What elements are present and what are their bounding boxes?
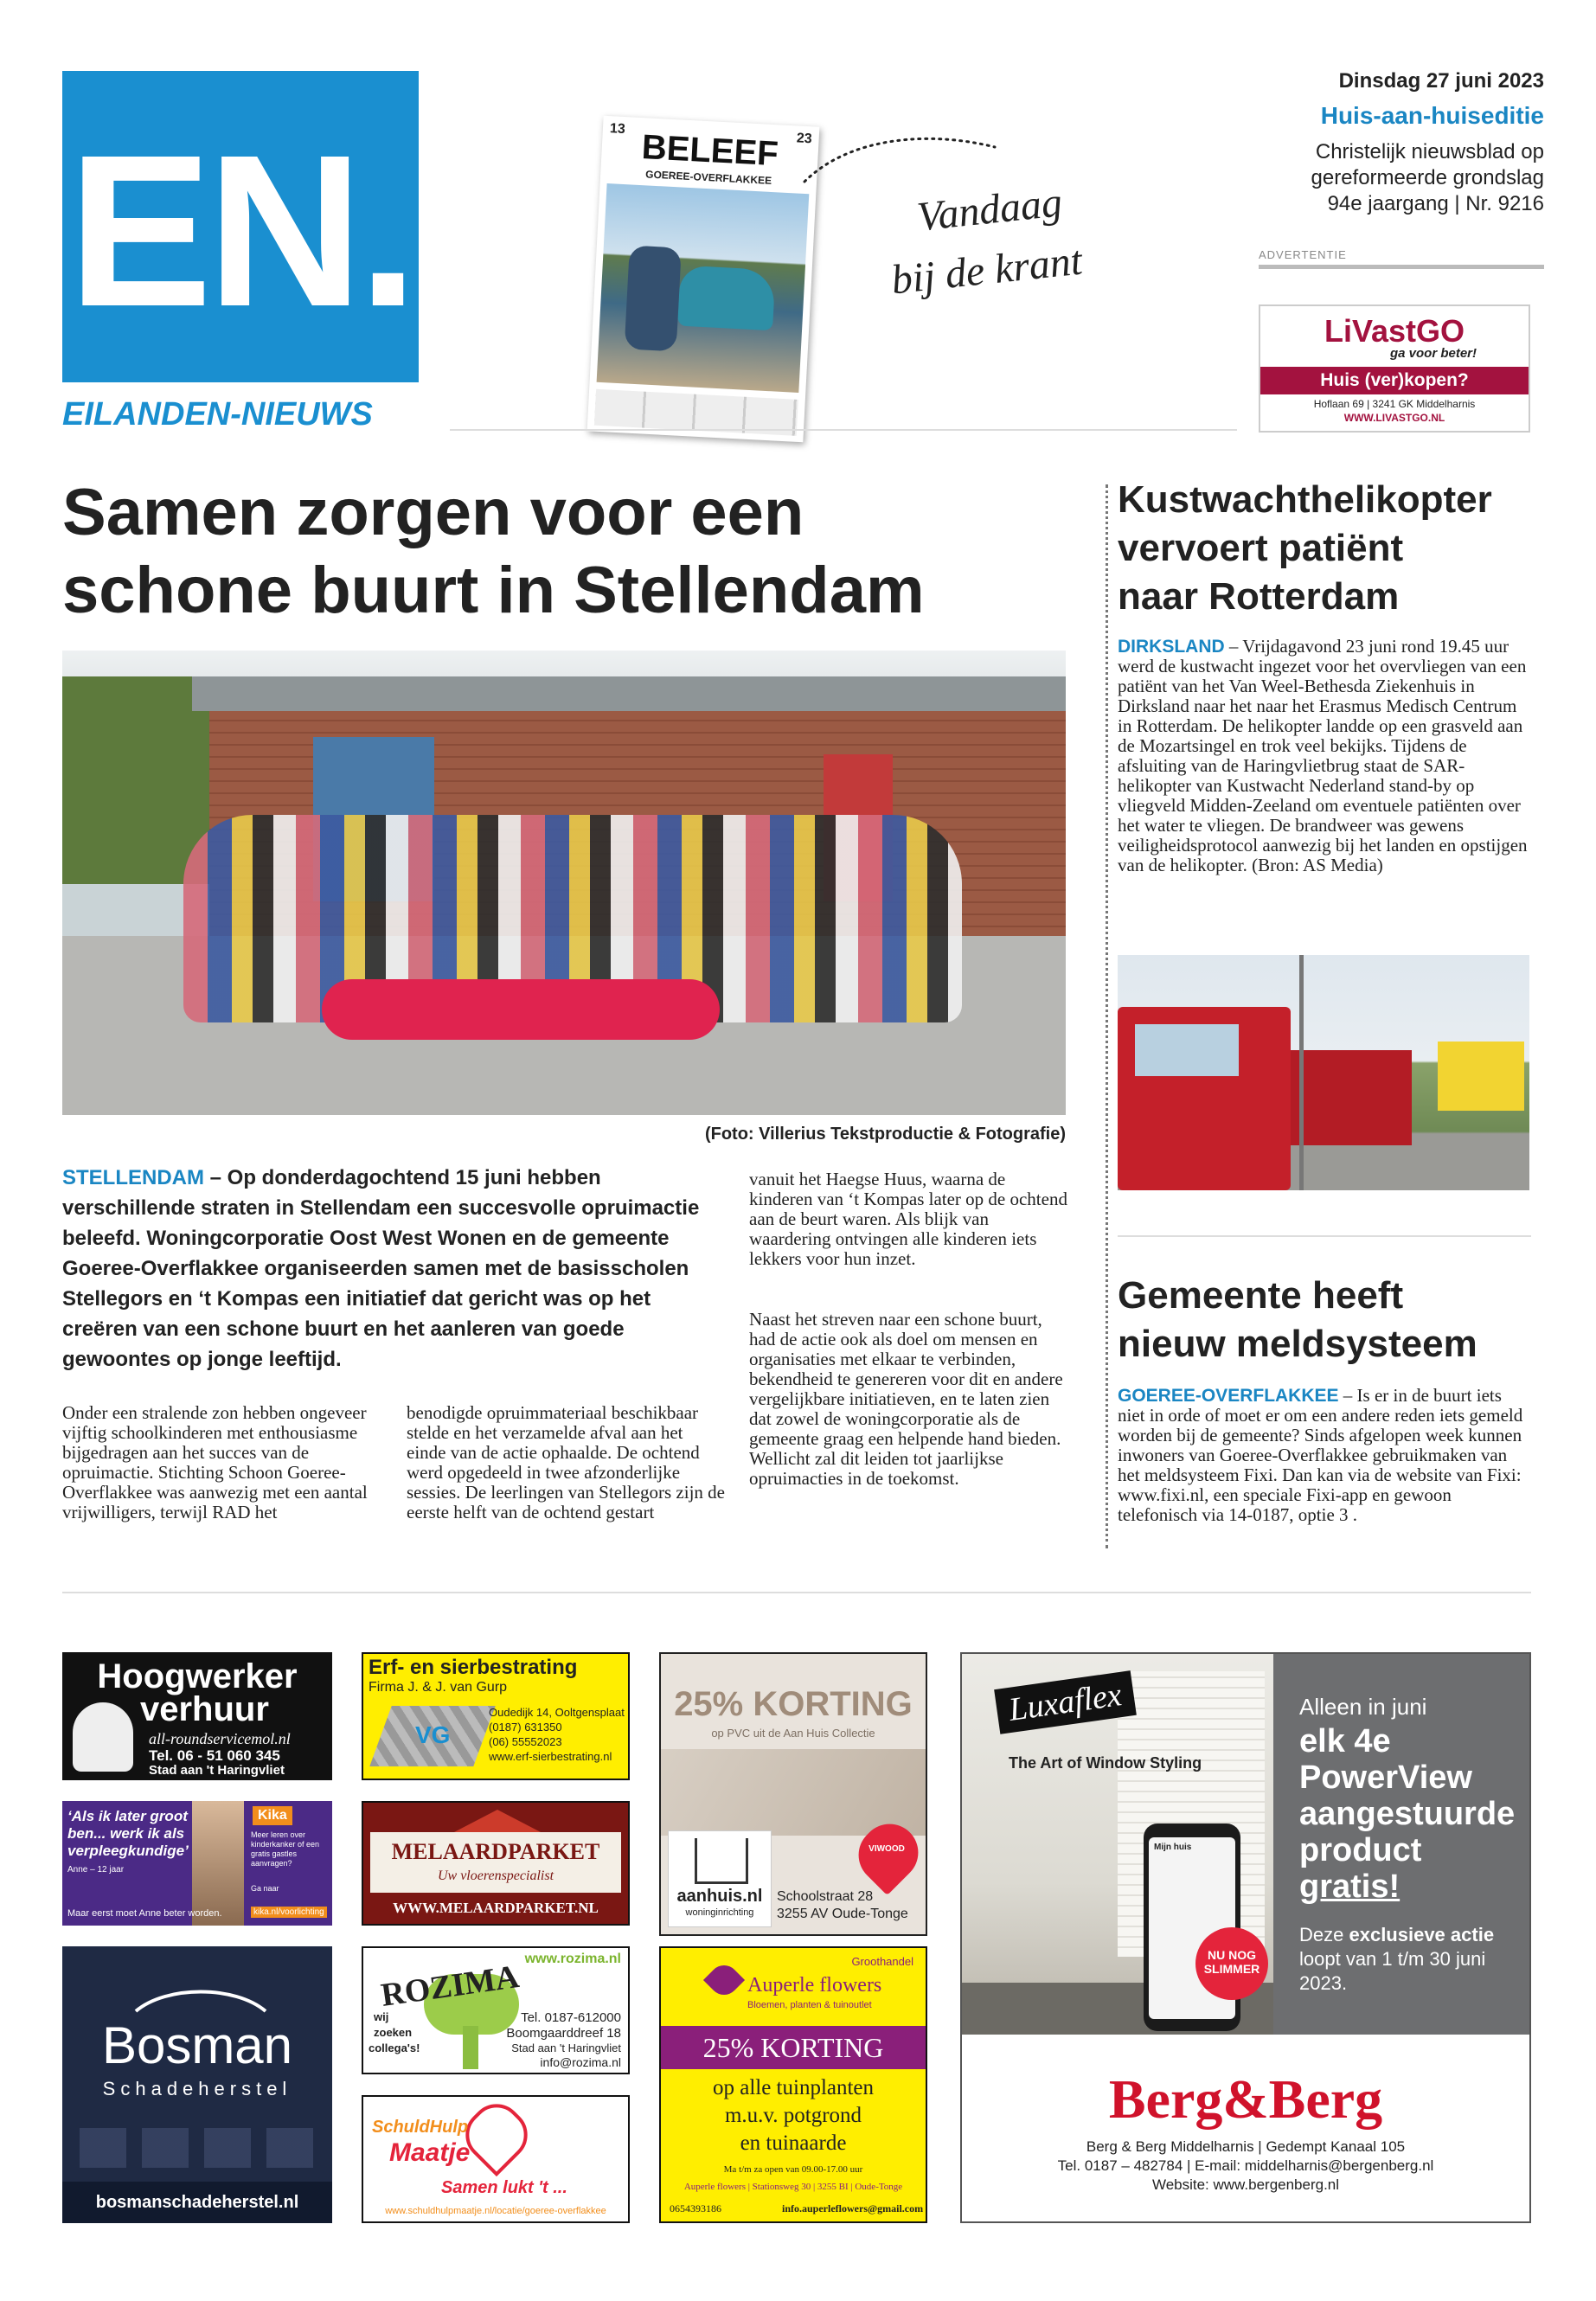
livastgo-ad[interactable] — [1259, 304, 1530, 433]
promo-small-1 — [1299, 1924, 1494, 1946]
meld-body — [1118, 1386, 1531, 1525]
header-rule — [450, 429, 1237, 431]
slimmer-badge-2: SLIMMER — [1203, 1962, 1260, 1976]
kika-photo — [192, 1801, 244, 1926]
insert-subtitle: GOEREE-OVERFLAKKEE — [644, 168, 772, 187]
melaard-slogan: Uw vloerenspecialist — [437, 1868, 554, 1883]
aanhuis-brand-sub: woninginrichting — [685, 1907, 754, 1918]
kika-name: Anne – 12 jaar — [67, 1865, 125, 1875]
auperle-mail: info.auperleflowers@gmail.com — [782, 2202, 924, 2214]
main-col-3a: vanuit het Haegse Huus, waarna de kinderen van ‘t Kompas later op de ochtend aan de beurt waren. Als blijk van waardering ontvingen alle kinderen iets lekkers voor hun inzet. — [749, 1169, 1067, 1269]
rozima-trunk — [463, 2026, 478, 2069]
aanhuis-floor-image — [661, 1749, 926, 1836]
luxaflex-slogan: The Art of Window Styling — [1009, 1754, 1202, 1772]
luxaflex-logo: Luxaflex — [994, 1670, 1137, 1734]
hoogwerker-ad[interactable] — [62, 1652, 332, 1780]
luxaflex-promo-panel — [1273, 1654, 1529, 2035]
rozima-name: ROZIMA — [378, 1958, 522, 2014]
schuldhulp-name-2: Maatje — [389, 2138, 471, 2167]
berg-logo: Berg&Berg — [1108, 2068, 1383, 2130]
promo-line-2: elk 4e — [1299, 1723, 1391, 1759]
publication-name: EILANDEN-NIEUWS — [62, 396, 373, 433]
rozima-zoeken: zoeken — [374, 2026, 413, 2039]
aanhuis-ad[interactable] — [659, 1652, 927, 1936]
issue-date: Dinsdag 27 juni 2023 — [1338, 69, 1544, 93]
main-headline-1: Samen zorgen voor een — [62, 476, 804, 549]
aanhuis-logo — [668, 1830, 772, 1927]
meld-dateline: GOEREE-OVERFLAKKEE — [1118, 1386, 1339, 1406]
heli-text: – Vrijdagavond 23 juni rond 19.45 uur werd de kustwacht ingezet voor het overvliegen van een patiënt van het Van Weel-Bethesda Ziekenhuis in Dirksland naar het naar het Erasmus Medisch Centrum in Rotterdam. De helikopter landde op een grasveld aan de Mozartsingel en trok veel bekijks. Tijdens de afsluiting van de Haringvlietbrug staat de SAR-helikopter van Kustwacht Nederland stand-by op vliegveld Midden-Zeeland om eventuele patiënten over het water te vliegen. De brandweer was gewens veiligheidsprotocol aanwezig bij het landen en opstijgen van de helikopter. (Bron: AS Media) — [1118, 636, 1528, 875]
kika-quote-1: ‘Als ik later groot — [67, 1808, 188, 1824]
heli-headline-1: Kustwachthelikopter — [1118, 478, 1492, 521]
volume-line: 94e jaargang | Nr. 9216 — [1327, 192, 1544, 215]
volume: 94e jaargang — [1327, 192, 1449, 215]
main-headline-2: schone buurt in Stellendam — [62, 554, 925, 627]
meld-headline-2: nieuw meldsysteem — [1118, 1323, 1477, 1365]
rozima-address: Boomgaarddreef 18 — [506, 2026, 621, 2041]
promo-line-5: product — [1299, 1832, 1422, 1868]
phone-title: Mijn huis — [1154, 1843, 1192, 1852]
rozima-ad[interactable] — [362, 1946, 630, 2074]
insert-year: 23 — [796, 131, 813, 147]
aanhuis-brand: aanhuis.nl — [676, 1887, 763, 1906]
promo-small-1b: exclusieve actie — [1349, 1924, 1495, 1945]
meld-headline-1: Gemeente heeft — [1118, 1274, 1404, 1317]
auperle-phone: 0654393186 — [670, 2202, 721, 2214]
insert-photo — [597, 183, 810, 393]
ad-rule — [1259, 265, 1544, 269]
aanhuis-address-1: Schoolstraat 28 — [777, 1889, 874, 1904]
schuldhulp-slogan: Samen lukt 't ... — [441, 2178, 567, 2197]
logo-text: EN. — [67, 110, 413, 351]
photo-caption: (Foto: Villerius Tekstproductie & Fotografie) — [704, 1125, 1066, 1144]
erf-address: Oudedijk 14, Ooltgensplaat — [489, 1706, 625, 1719]
bosman-url: bosmanschadeherstel.nl — [62, 2182, 332, 2223]
promo-line-1: Alleen in juni — [1299, 1694, 1427, 1720]
today-label: Vandaag — [914, 179, 1065, 240]
column-divider — [1106, 484, 1108, 1548]
aanhuis-deal-sub: op PVC uit de Aan Huis Collectie — [711, 1727, 875, 1740]
tagline-2: gereformeerde grondslag — [1311, 166, 1544, 189]
erf-title: Erf- en sierbestrating — [369, 1656, 578, 1679]
promo-small-1a: Deze — [1299, 1924, 1344, 1945]
schuldhulp-name-1: SchuldHulp — [372, 2118, 469, 2137]
berg-address: Berg & Berg Middelharnis | Gedempt Kanaal 105 — [1086, 2138, 1406, 2155]
kika-go: Ga naar — [251, 1884, 279, 1893]
tagline-1: Christelijk nieuwsblad op — [1315, 140, 1544, 163]
today-label-2: bij de krant — [888, 237, 1085, 304]
schuldhulp-ad[interactable] — [362, 2095, 630, 2223]
rozima-tel: Tel. 0187-612000 — [521, 2010, 621, 2025]
aanhuis-address-2: 3255 AV Oude-Tonge — [777, 1907, 908, 1921]
rozima-place: Stad aan 't Haringvliet — [511, 2041, 621, 2054]
hoogwerker-tel: Tel. 06 - 51 060 345 — [149, 1747, 280, 1764]
erf-url: www.erf-sierbestrating.nl — [489, 1750, 612, 1763]
heli-photo — [1118, 955, 1529, 1190]
erf-firm: Firma J. & J. van Gurp — [369, 1680, 508, 1695]
auperle-ad[interactable] — [659, 1946, 927, 2223]
aanhuis-deal: 25% KORTING — [674, 1685, 913, 1723]
promo-line-3: PowerView — [1299, 1759, 1472, 1796]
heli-rule — [1118, 1235, 1531, 1237]
rozima-url: www.rozima.nl — [524, 1952, 621, 1966]
hoogwerker-url: all-roundservicemol.nl — [149, 1730, 291, 1747]
car-roof-icon — [131, 1981, 270, 2016]
logo-block[interactable] — [62, 71, 419, 382]
auperle-text-3: en tuinaarde — [740, 2131, 847, 2155]
rozima-collegas: collega's! — [369, 2041, 420, 2054]
main-lead-text: – Op donderdagochtend 15 juni hebben verschillende straten in Stellendam een succesvolle opruimactie beleefd. Woningcorporatie Oost West Wonen en de gemeente Goeree-Overflakkee organiseerden samen met de basisscholen Stellegors en ‘t Kompas een initiatief dat gericht was op het creëren van een schone buurt en het aanleren van goede gewoontes op jonge leeftijd. — [62, 1166, 700, 1371]
viwood-badge: VIWOOD — [869, 1844, 905, 1854]
schuldhulp-url: www.schuldhulpmaatje.nl/locatie/goeree-overflakkee — [385, 2206, 606, 2216]
ad-label: ADVERTENTIE — [1259, 248, 1347, 261]
flower-icon — [703, 1959, 745, 2001]
kika-ad[interactable] — [62, 1801, 332, 1926]
slimmer-badge-1: NU NOG — [1208, 1948, 1256, 1962]
hoogwerker-title-2: verhuur — [140, 1690, 269, 1728]
berg-website: Website: www.bergenberg.nl — [1151, 2176, 1340, 2193]
melaard-roof-icon — [454, 1810, 541, 1832]
kika-info: Meer leren over kinderkanker of een gratis gastles aanvragen? — [251, 1830, 320, 1868]
livastgo-cta: Huis (ver)kopen? — [1260, 367, 1529, 394]
erf-tel-2: (06) 55552023 — [489, 1735, 562, 1748]
auperle-top: Groothandel — [851, 1955, 913, 1968]
main-col-1: Onder een stralende zon hebben ongeveer vijftig schoolkinderen met enthousiasme bijgedragen aan het succes van de opruimactie. Stichting Schoon Goeree-Overflakkee was aanwezig met een aantal vrijwilligers, terwijl RAD het — [62, 1402, 368, 1522]
auperle-text-2: m.u.v. potgrond — [724, 2104, 862, 2127]
melaard-ad[interactable] — [362, 1801, 630, 1926]
luxaflex-ad[interactable] — [960, 1652, 1531, 2223]
rozima-wij: wij — [374, 2010, 389, 2023]
promo-line-4: aangestuurde — [1299, 1796, 1516, 1832]
slimmer-badge — [1195, 1927, 1268, 2000]
insert-number: 13 — [609, 121, 626, 138]
melaard-url: WWW.MELAARDPARKET.NL — [393, 1900, 599, 1916]
heli-body — [1118, 637, 1531, 875]
main-col-2: benodigde opruimmateriaal beschikbaar stelde en het verzamelde afval aan het einde van de actie ophaalde. De ochtend werd opgedeeld in twee afzonderlijke sessies. De leerlingen van Stellegors zijn de eerste helft van de ochtend gestart — [407, 1402, 725, 1522]
promo-small-3: 2023. — [1299, 1972, 1348, 1994]
livastgo-url: WWW.LIVASTGO.NL — [1343, 412, 1445, 424]
promo-small-2: loopt van 1 t/m 30 juni — [1299, 1948, 1486, 1970]
house-icon — [695, 1838, 748, 1884]
bosman-name: Bosman — [101, 2016, 293, 2074]
edition-label: Huis-aan-huiseditie — [1320, 102, 1544, 129]
auperle-address: Auperle flowers | Stationsweg 30 | 3255 BI | Oude-Tonge — [683, 2182, 903, 2192]
auperle-sub: Bloemen, planten & tuinoutlet — [747, 2000, 872, 2010]
bosman-sub: Schadeherstel — [102, 2078, 292, 2099]
rozima-mail: info@rozima.nl — [540, 2055, 621, 2069]
berg-contact: Tel. 0187 – 482784 | E-mail: middelharnis@bergenberg.nl — [1057, 2157, 1434, 2174]
kika-quote-2: ben... werk ik als — [67, 1825, 185, 1842]
hoogwerker-mascot-icon — [73, 1702, 133, 1772]
erf-ad[interactable] — [362, 1652, 630, 1780]
heli-headline-2: vervoert patiënt — [1118, 527, 1404, 569]
auperle-deal: 25% KORTING — [661, 2026, 926, 2069]
auperle-name: Auperle flowers — [747, 1974, 882, 1997]
livastgo-logo: LiVastGO — [1324, 313, 1465, 349]
kika-footer: Maar eerst moet Anne beter worden. — [67, 1908, 222, 1919]
bosman-car-icons — [80, 2128, 315, 2168]
kika-logo: Kika — [253, 1806, 292, 1825]
hoogwerker-place: Stad aan 't Haringvliet — [149, 1763, 285, 1778]
erf-logo-text: VG — [415, 1721, 451, 1748]
bosman-ad[interactable] — [62, 1946, 332, 2223]
livastgo-address: Hoflaan 69 | 3241 GK Middelharnis — [1313, 398, 1476, 410]
erf-tel-1: (0187) 631350 — [489, 1721, 562, 1734]
melaard-name: MELAARDPARKET — [391, 1839, 600, 1864]
auperle-text-1: op alle tuinplanten — [712, 2076, 875, 2099]
promo-line-6: gratis! — [1299, 1868, 1401, 1905]
main-dateline: STELLENDAM — [62, 1166, 204, 1189]
ads-rule — [62, 1592, 1531, 1593]
main-col-3b: Naast het streven naar een schone buurt, had de actie ook als doel om mensen en organisaties met elkaar te verbinden, bekendheid te genereren voor dit en andere vergelijkbare initiatieven, en te laten zien dat zowel de woningcorporatie als de gemeente graag een helpende hand bieden. Wellicht zal dit leiden tot jaarlijkse opruimacties in de toekomst. — [749, 1309, 1063, 1489]
heli-headline-3: naar Rotterdam — [1118, 575, 1400, 618]
issue-number: Nr. 9216 — [1465, 192, 1544, 215]
kika-quote-3: verpleegkundige’ — [67, 1843, 189, 1859]
main-lead — [62, 1163, 718, 1375]
livastgo-slogan: ga voor beter! — [1390, 346, 1477, 361]
insert-title: BELEEF — [640, 128, 779, 174]
heli-dateline: DIRKSLAND — [1118, 637, 1225, 657]
kika-link[interactable]: kika.nl/voorlichting — [251, 1907, 327, 1918]
insert-cover-thumbnail[interactable] — [587, 116, 820, 443]
main-photo — [62, 651, 1066, 1115]
meld-text: – Is er in de buurt iets niet in orde of moet er om een andere reden iets gemeld worden bij de gemeente? Sinds afgelopen week kunnen inwoners van Goeree-Overflakkee gebruikmaken van het meldsysteem Fixi. Dan kan via de website van Fixi: www.fixi.nl, een speciale Fixi-app en gewoon telefonisch via 14-0187, optie 3 . — [1118, 1385, 1523, 1525]
hoogwerker-title: Hoogwerker — [97, 1657, 298, 1695]
auperle-hours: Ma t/m za open van 09.00-17.00 uur — [723, 2164, 863, 2175]
